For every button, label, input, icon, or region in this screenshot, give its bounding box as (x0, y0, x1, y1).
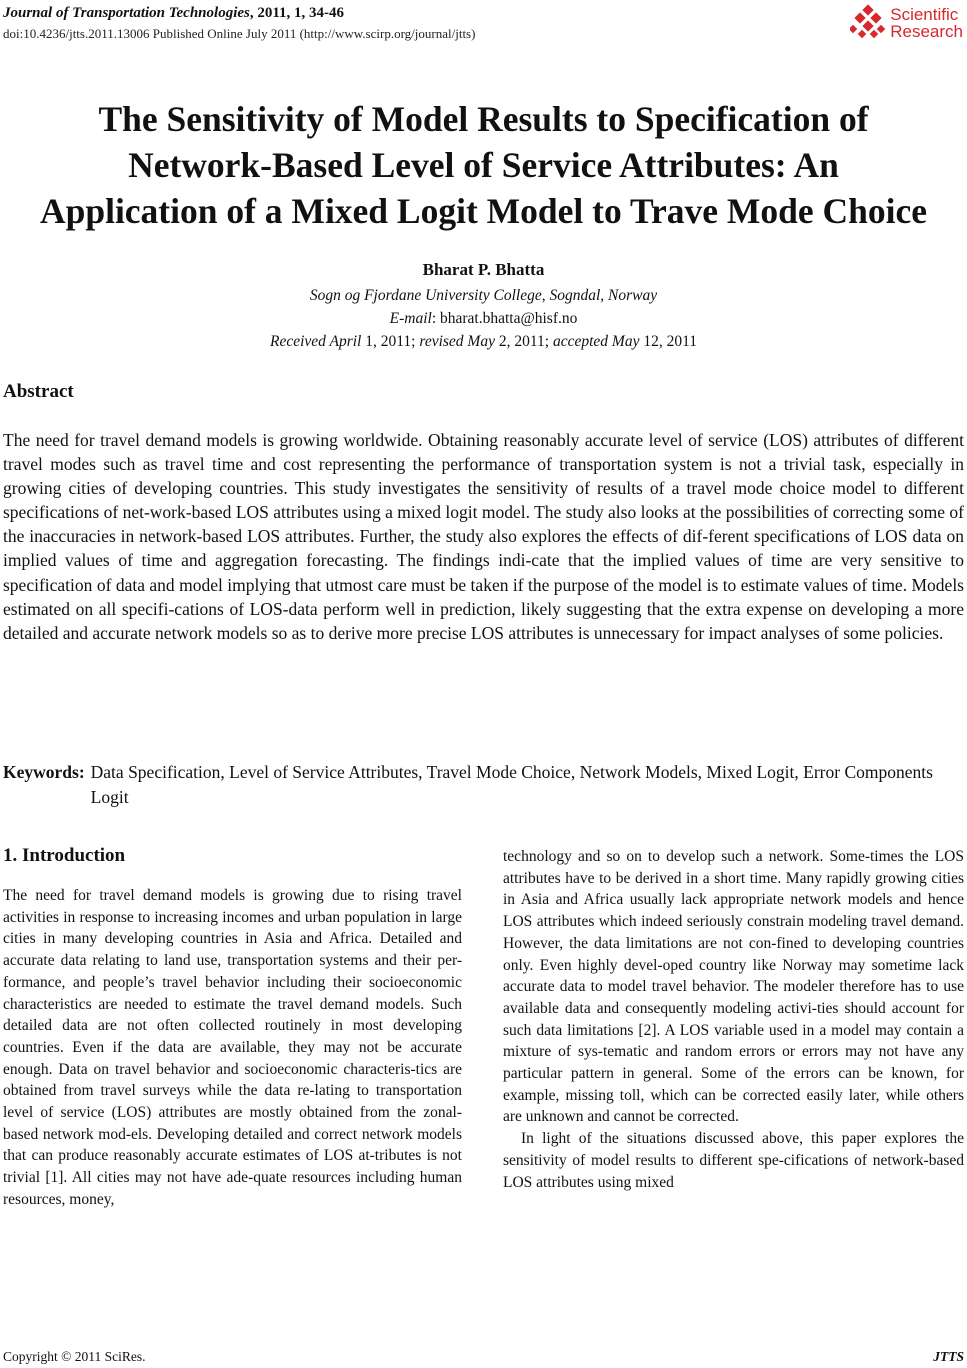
logo-line-1: Scientific (890, 5, 959, 24)
revised-date: 2, 2011; (498, 333, 550, 350)
scientific-research-logo-icon (850, 4, 886, 42)
email-label: E-mail (389, 310, 432, 327)
page-footer (3, 1348, 964, 1366)
intro-paragraph-3: In light of the situations discussed above, this paper explores the sensitivity of model results to different spe-cifications of network-based LOS attributes using mixed (503, 1130, 964, 1191)
intro-paragraph-1: The need for travel demand models is growing due to rising travel activities in response to increasing incomes and urban population in large cities in many developing countries in Asia and Africa. Detailed and accurate data relating to land use, transportation systems and their per-formance, and people’s travel behavior including their socioeconomic characteristics are needed to estimate the travel demand models. Such detailed data are not often collected routinely in most developing countries. Even if the data are available, they may not be accurate enough. Data on travel behavior and socioeconomic characteris-tics are obtained from travel surveys while the data re-lating to transportation level of service (LOS) attributes are mostly obtained from the zonal-based network mod-els. Developing detailed and correct network models that can produce reasonably accurate estimates of LOS at-tributes is not trivial [1]. All cities may not have ade-quate resources including human resources, money, (3, 887, 462, 1208)
keywords-label: Keywords: (3, 762, 85, 782)
journal-name: Journal of Transportation Technologies (3, 5, 250, 21)
doi-line: doi:10.4236/jtts.2011.13006 Published Online July 2011 (http://www.scirp.org/journal/jtts) (3, 26, 476, 41)
logo-wordmark (890, 6, 963, 40)
keywords (3, 760, 964, 809)
author-email[interactable]: bharat.bhatta@hisf.no (440, 310, 578, 327)
body-column-left (3, 844, 462, 1211)
journal-citation (3, 4, 964, 22)
received-date: 1, 2011; (365, 333, 416, 350)
affiliation-country: Norway (608, 287, 658, 304)
author-affiliation: Sogn og Fjordane University College, Sogndal, Norway (309, 287, 658, 304)
title-line-3: Application of a Mixed Logit Model to Trave Mode Choice (39, 191, 928, 231)
body-column-right (503, 846, 964, 1193)
manuscript-dates (0, 332, 967, 352)
publisher-logo (850, 4, 963, 42)
keywords-text: Data Specification, Level of Service Attributes, Travel Mode Choice, Network Models, Mixed Logit, Error Components Logit (90, 762, 933, 807)
author-name: Bharat P. Bhatta (422, 260, 545, 279)
abstract-text: The need for travel demand models is growing worldwide. Obtaining reasonably accurate level of service (LOS) attributes of different travel modes such as travel time and cost representing the performance of transportation system is not a trivial task, especially in growing cities of developing countries. This study investigates the sensitivity of results of a travel mode choice model to different specifications of net-work-based LOS attributes using a mixed logit model. The study also looks at the possibilities of correcting some of the inaccuracies in network-based LOS attributes. Further, the study also explores the effects of dif-ferent specifications of LOS data on implied values of time and aggregation forecasting. The findings indi-cate that the implied values of time are very sensitive to specification of data and model implying that utmost care must be taken if the purpose of the model is to estimate values of time. Models estimated on all specifi-cations of LOS-data perform well in prediction, likely suggesting that the extra expense on developing a more detailed and accurate network models so as to derive more precise LOS attributes is unnecessary for impact analyses of some policies. (3, 430, 964, 643)
title-line-1: The Sensitivity of Model Results to Specification of (98, 99, 869, 139)
affiliation-city: Sogndal (549, 287, 601, 304)
section-heading-introduction: 1. Introduction (3, 845, 126, 866)
accepted-date: 12, 2011 (643, 333, 698, 350)
page-header (3, 4, 964, 48)
intro-paragraph-2: technology and so on to develop such a network. Some-times the LOS attributes have to be derived in a short time. Many rapidly growing cities in Asia and Africa usually lack appropriate network models and hence LOS attributes which indeed seriously constrain modeling travel demand. However, the data limitations are not con-fined to developing countries only. Even highly devel-oped country like Norway may sometime lack accurate data to model travel behavior. The modeler therefore has to use available data and consequently modeling activi-ties should account for such data limitations [2]. A LOS variable used in a model may contain a mixture of sys-tematic and random errors or errors may not have any particular pattern in general. Some of the errors can be known, for example, missing toll, which can be corrected easily later, while others are unknown and cannot be corrected. (503, 848, 964, 1126)
paper-title (0, 96, 967, 234)
abstract-heading: Abstract (3, 381, 74, 402)
logo-line-2: Research (890, 22, 963, 41)
accepted-label: accepted May (552, 333, 640, 350)
title-line-2: Network-Based Level of Service Attributes: An (128, 145, 839, 185)
journal-abbreviation: JTTS (933, 1349, 964, 1364)
journal-volume-info: , 2011, 1, 34-46 (249, 5, 345, 21)
revised-label: revised May (419, 333, 495, 350)
copyright-notice: Copyright © 2011 SciRes. (3, 1349, 146, 1364)
received-label: Received April (269, 333, 362, 350)
author-email-line: E-mail: bharat.bhatta@hisf.no (389, 310, 578, 327)
affiliation-institution: Sogn og Fjordane University College (309, 287, 542, 304)
